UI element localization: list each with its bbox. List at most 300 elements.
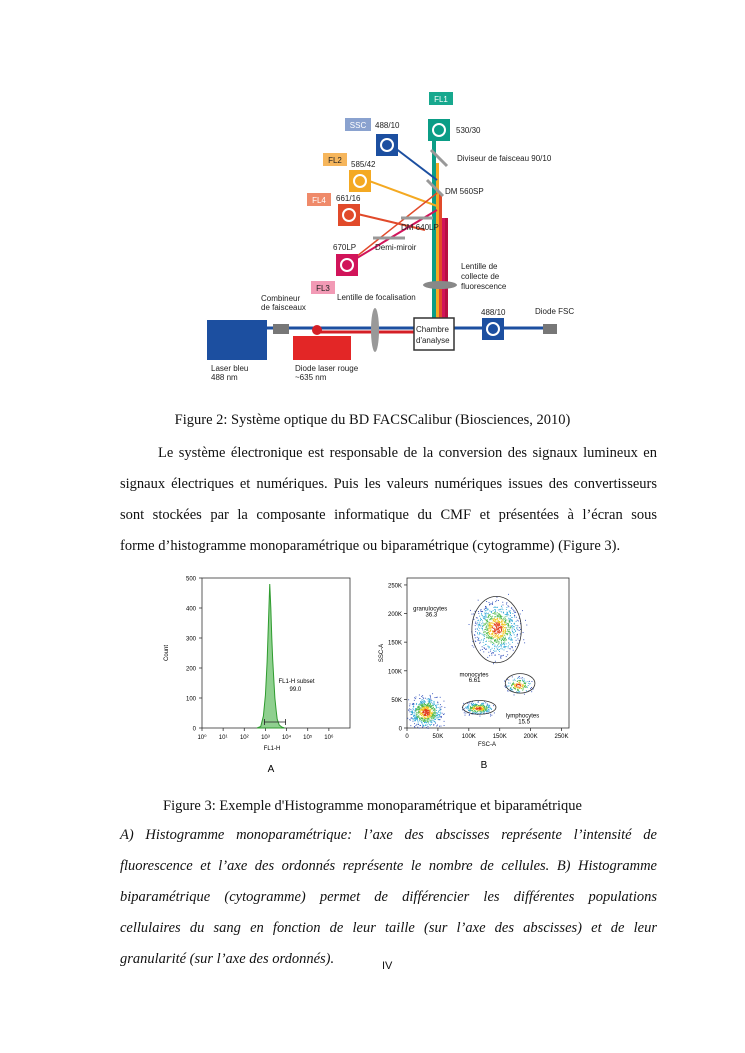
scatter-point [430,707,431,708]
scatter-point [478,627,479,628]
scatter-point [514,687,515,688]
scatter-point [417,718,418,719]
scatter-point [514,684,515,685]
scatter-point [498,637,499,638]
scatter-point [488,632,489,633]
scatter-point [528,681,529,682]
scatter-point [481,619,482,620]
scatter-point [479,705,480,706]
scatter-point [484,612,485,613]
scatter-point [503,630,504,631]
scatter-point [481,639,482,640]
scatter-point [482,625,483,626]
scatter-point [499,630,500,631]
scatter-point [512,629,513,630]
scatter-point [513,650,514,651]
scatter-point [512,631,513,632]
scatter-point [504,681,505,682]
scatter-point [517,620,518,621]
scatter-point [497,645,498,646]
scatter-point [488,635,489,636]
scatter-point [490,619,491,620]
scatter-point [483,635,484,636]
scatter-point [430,720,431,721]
scatter-point [485,707,486,708]
scatter-point [508,624,509,625]
scatter-point [503,620,504,621]
scatter-point [490,631,491,632]
scatter-point [437,715,438,716]
scatter-point [431,720,432,721]
x-tick-label: 10¹ [218,735,228,741]
scatter-point [499,629,500,630]
scatter-point [421,700,422,701]
scatter-point [507,614,508,615]
scatter-point [520,686,521,687]
x-tick-label: 100K [461,734,476,740]
scatter-point [502,609,503,610]
scatter-point [430,721,431,722]
scatter-point [476,712,477,713]
scatter-point [497,618,498,619]
scatter-point [422,714,423,715]
scatter-point [492,604,493,605]
scatter-point [498,621,499,622]
scatter-point [481,703,482,704]
scatter-point [487,624,488,625]
scatter-point [508,642,509,643]
scatter-point [414,718,415,719]
scatter-point [484,648,485,649]
scatter-point [492,633,493,634]
scatter-point [491,638,492,639]
scatter-point [494,640,495,641]
scatter-point [519,688,520,689]
scatter-point [504,635,505,636]
scatter-point [426,706,427,707]
scatter-point [504,627,505,628]
scatter-point [506,643,507,644]
scatter-point [410,703,411,704]
scatter-point [501,618,502,619]
scatter-point [500,632,501,633]
scatter-point [501,611,502,612]
x-tick-label: 10⁴ [281,735,292,741]
scatter-point [523,685,524,686]
fsc-diode [543,324,557,334]
scatter-point [507,654,508,655]
scatter-point [430,722,431,723]
page-number: IV [382,960,393,972]
scatter-point [463,703,464,704]
scatter-point [438,707,439,708]
scatter-point [511,688,512,689]
scatter-point [430,710,431,711]
scatter-point [495,626,496,627]
scatter-point [499,617,500,618]
scatter-point [495,641,496,642]
paragraph-1-line: Le système électronique est responsable de la conversion des signaux lumineux en [158,445,657,461]
scatter-point [486,630,487,631]
scatter-point [514,685,515,686]
scatter-point [496,597,497,598]
scatter-point [502,602,503,603]
scatter-point [480,708,481,709]
scatter-point [418,716,419,717]
scatter-point [439,717,440,718]
scatter-point [432,708,433,709]
scatter-point [514,694,515,695]
scatter-point [486,607,487,608]
scatter-point [497,641,498,642]
scatter-point [511,640,512,641]
scatter-point [428,715,429,716]
scatter-point [493,610,494,611]
scatter-point [479,632,480,633]
x-tick-label: 0 [405,734,409,740]
scatter-point [429,699,430,700]
lentille-collecte-3: fluorescence [461,282,507,291]
diode-fsc-label: Diode FSC [535,307,575,316]
scatter-point [482,628,483,629]
scatter-point [430,717,431,718]
scatter-point [485,631,486,632]
scatter-point [500,609,501,610]
scatter-point [492,622,493,623]
scatter-point [478,705,479,706]
scatter-point [516,686,517,687]
scatter-point [510,619,511,620]
scatter-point [419,707,420,708]
scatter-point [476,704,477,705]
scatter-point [427,724,428,725]
scatter-point [518,687,519,688]
scatter-point [438,704,439,705]
scatter-point [424,715,425,716]
y-tick-label: 0 [192,726,196,733]
scatter-point [482,710,483,711]
scatter-point [423,726,424,727]
scatter-point [491,641,492,642]
scatter-point [482,634,483,635]
scatter-point [514,612,515,613]
scatter-point [465,707,466,708]
y-axis-label: SSC-A [379,643,385,663]
scatter-point [508,646,509,647]
scatter-point [502,619,503,620]
scatter-point [501,616,502,617]
scatter-point [494,631,495,632]
scatter-point [504,638,505,639]
scatter-point [415,710,416,711]
scatter-point [487,630,488,631]
scatter-point [481,614,482,615]
scatter-point [479,709,480,710]
y-axis-label: Count [164,644,170,662]
scatter-point [422,709,423,710]
scatter-point [520,629,521,630]
lentille-focal-label: Lentille de focalisation [337,293,416,302]
scatter-point [487,609,488,610]
histogram-area [257,584,285,728]
x-tick-label: 200K [523,734,538,740]
scatter-point [409,708,410,709]
scatter-point [518,691,519,692]
scatter-point [466,707,467,708]
scatter-point [437,725,438,726]
scatter-point [483,639,484,640]
scatter-point [435,716,436,717]
scatter-point [501,643,502,644]
scatter-point [419,711,420,712]
scatter-point [514,629,515,630]
scatter-point [414,712,415,713]
scatter-point [492,619,493,620]
scatter-point [519,691,520,692]
scatter-point [499,654,500,655]
scatter-point [487,621,488,622]
scatter-point [511,626,512,627]
scatter-point [426,712,427,713]
y-tick-label: 100K [387,669,402,676]
scatter-point [490,625,491,626]
scatter-point [487,617,488,618]
gate-label: FL1-H subset [278,679,315,685]
panel-a-label: A [267,764,275,775]
scatter-point [483,708,484,709]
scatter-point [481,705,482,706]
scatter-point [482,646,483,647]
scatter-point [488,652,489,653]
scatter-point [494,637,495,638]
scatter-point [495,637,496,638]
scatter-point [506,627,507,628]
scatter-point [433,725,434,726]
scatter-point [480,704,481,705]
scatter-point [415,698,416,699]
scatter-point [485,614,486,615]
scatter-point [416,715,417,716]
scatter-point [433,718,434,719]
scatter-point [418,722,419,723]
scatter-point [414,717,415,718]
scatter-point [436,706,437,707]
scatter-point [494,712,495,713]
scatter-point [500,615,501,616]
scatter-point [412,704,413,705]
scatter-point [411,714,412,715]
scatter-point [494,645,495,646]
scatter-point [475,622,476,623]
scatter-point [412,714,413,715]
scatter-point [477,628,478,629]
scatter-point [422,724,423,725]
scatter-point [523,685,524,686]
scatter-point [471,703,472,704]
scatter-point [418,704,419,705]
scatter-point [484,616,485,617]
scatter-point [493,638,494,639]
scatter-point [424,701,425,702]
scatter-point [523,639,524,640]
scatter-point [491,617,492,618]
scatter-point [517,681,518,682]
scatter-point [501,621,502,622]
scatter-point [523,687,524,688]
panel-b-label: B [480,760,488,771]
scatter-point [488,613,489,614]
scatter-point [504,642,505,643]
scatter-point [522,687,523,688]
scatter-point [421,715,422,716]
scatter-point [488,638,489,639]
scatter-point [500,619,501,620]
y-tick-label: 200 [185,666,196,673]
scatter-point [512,640,513,641]
scatter-point [425,701,426,702]
scatter-point [508,626,509,627]
scatter-point [490,716,491,717]
scatter-point [412,712,413,713]
scatter-point [487,637,488,638]
scatter-point [422,707,423,708]
scatter-point [429,713,430,714]
scatter-point [430,706,431,707]
scatter-point [440,713,441,714]
scatter-point [416,724,417,725]
scatter-point [489,627,490,628]
scatter-point [477,633,478,634]
scatter-point [441,717,442,718]
scatter-point [423,706,424,707]
scatter-point [531,681,532,682]
scatter-point [503,628,504,629]
scatter-point [489,628,490,629]
scatter-point [505,632,506,633]
scatter-point [421,709,422,710]
scatter-point [494,629,495,630]
scatter-point [435,697,436,698]
scatter-point [440,697,441,698]
scatter-point [468,704,469,705]
scatter-point [462,709,463,710]
scatter-point [495,635,496,636]
scatter-point [483,703,484,704]
scatter-point [502,624,503,625]
scatter-point [429,714,430,715]
collection-lens [423,281,457,289]
scatter-point [494,630,495,631]
scatter-point [505,637,506,638]
scatter-point [505,629,506,630]
scatter-point [498,622,499,623]
scatter-point [423,705,424,706]
gate-value: 99.0 [289,687,302,693]
scatter-point [496,629,497,630]
scatter-point [522,677,523,678]
scatter-point [487,628,488,629]
scatter-point [422,699,423,700]
scatter-point [519,682,520,683]
scatter-point [515,630,516,631]
scatter-point [498,644,499,645]
scatter-point [498,635,499,636]
scatter-point [475,637,476,638]
scatter-point [482,708,483,709]
scatter-point [500,635,501,636]
scatter-point [499,616,500,617]
analysis-chamber [414,318,454,350]
scatter-point [507,629,508,630]
scatter-point [496,646,497,647]
scatter-point [432,712,433,713]
scatter-point [437,717,438,718]
fl4-detector [338,204,360,226]
scatter-point [434,719,435,720]
fl3-label: FL3 [316,284,330,293]
scatter-point [510,683,511,684]
scatter-point [439,719,440,720]
population-percent: 6.61 [468,678,481,685]
scatter-point [415,720,416,721]
scatter-point [491,612,492,613]
scatter-point [499,618,500,619]
combineur-label-2: de faisceaux [261,303,306,312]
scatter-point [413,719,414,720]
scatter-point [429,705,430,706]
scatter-point [424,721,425,722]
scatter-point [485,610,486,611]
scatter-point [415,716,416,717]
scatter-point [503,612,504,613]
scatter-point [430,696,431,697]
scatter-point [473,709,474,710]
scatter-point [475,705,476,706]
scatter-point [414,714,415,715]
scatter-point [467,708,468,709]
scatter-point [517,638,518,639]
scatter-point [498,624,499,625]
scatter-point [493,613,494,614]
scatter-point [522,679,523,680]
scatter-point [482,629,483,630]
scatter-point [473,704,474,705]
scatter-point [498,614,499,615]
scatter-point [522,610,523,611]
scatter-point [498,634,499,635]
scatter-point [517,643,518,644]
scatter-point [428,703,429,704]
scatter-point [508,647,509,648]
scatter-point [478,600,479,601]
x-axis-label: FSC-A [478,742,496,748]
scatter-point [477,712,478,713]
scatter-point [473,647,474,648]
scatter-point [483,642,484,643]
scatter-point [492,644,493,645]
scatter-point [499,642,500,643]
scatter-point [503,642,504,643]
scatter-point [440,709,441,710]
scatter-point [489,624,490,625]
scatter-point [427,707,428,708]
scatter-point [417,727,418,728]
scatter-point [503,638,504,639]
scatter-point [481,711,482,712]
scatter-point [428,718,429,719]
scatter-point [497,612,498,613]
scatter-point [422,713,423,714]
